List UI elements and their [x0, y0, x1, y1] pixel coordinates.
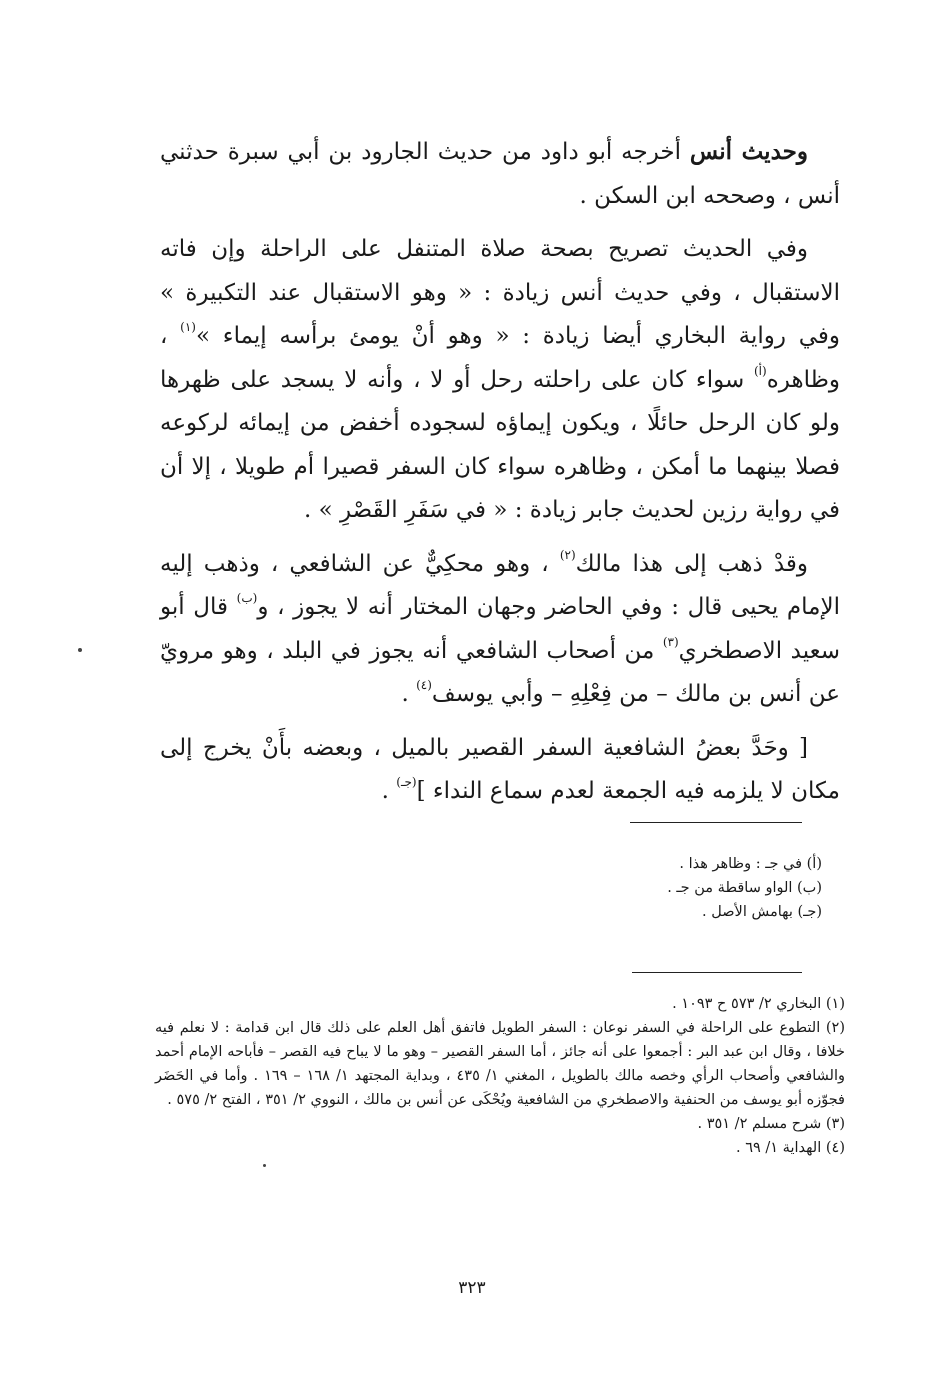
footnote-ref-3: (٣) [662, 634, 679, 649]
paragraph-3-text-2: ، وهو محكِيٌّ عن الشافعي ، وذهب إليه الإمام يحيى قال : وفي الحاضر وجهان المختار أنه لا يجوز ، و [160, 550, 840, 620]
paragraph-1 [160, 130, 840, 218]
paragraph-2-text-3: سواء كان على راحلته رحل أو لا ، وأنه لا يسجد على ظهرها ولو كان الرحل حائلًا ، ويكون إيماؤه لسجوده أخفض من إيمائه لركوعه فصلا بينهما ما أمكن ، وظاهره سواء كان السفر قصيرا أم طويلا ، إلا أن في رواية رزين لحديث جابر زيادة : « في سَفَرِ القَصْرِ » . [160, 366, 840, 523]
footnote-b: (ب) الواو ساقطة من جـ . [667, 880, 822, 896]
paragraph-1-text: أخرجه أبو داود من حديث الجارود بن أبي سبرة حدثني أنس ، وصححه ابن السكن . [160, 139, 840, 209]
main-text [160, 130, 840, 824]
scan-speck [78, 648, 82, 652]
paragraph-3-text-1: وقدْ ذهب إلى هذا مالك [575, 550, 808, 577]
footnote-1: (١) البخاري ٢/ ٥٧٣ ح ١٠٩٣ . [672, 996, 845, 1012]
paragraph-4 [160, 727, 840, 814]
letter-footnotes [560, 852, 822, 924]
page-number: ٣٢٣ [458, 1278, 486, 1298]
numbered-footnotes [155, 992, 845, 1160]
footnote-3: (٣) شرح مسلم ٢/ ٣٥١ . [697, 1116, 845, 1132]
footnote-ref-b: (ب) [236, 591, 258, 605]
footnote-a: (أ) في جـ : وظاهر هذا . [679, 856, 822, 872]
paragraph-3 [160, 543, 840, 717]
paragraph-1-lead: وحديث أنس [689, 138, 808, 165]
paragraph-2-text-1: وفي الحديث تصريح بصحة صلاة المتنفل على الراحلة وإن فاته الاستقبال ، وفي حديث أنس زيادة : « وهو الاستقبال عند التكبيرة » وفي رواية البخاري أيضا زيادة : « وهو أنْ يومئ برأسه إيماء » [160, 236, 840, 349]
paragraph-2 [160, 228, 840, 533]
footnote-ref-c: (جـ) [396, 775, 417, 789]
footnote-ref-2: (٢) [559, 547, 576, 562]
footnote-4: (٤) الهداية ١/ ٦٩ . [735, 1140, 845, 1156]
paragraph-3-text-4: من أصحاب الشافعي أنه يجوز في البلد ، وهو مرويّ عن أنس بن مالك – من فِعْلِهِ – وأبي يوسف [160, 637, 840, 707]
footnote-2: (٢) التطوع على الراحلة في السفر نوعان : السفر الطويل فاتفق أهل العلم على ذلك قال ابن قدامة : لا نعلم فيه خلافا ، وقال ابن عبد البر : أجمعوا على أنه جائز ، أما السفر القصير – وهو ما لا يباح فيه القصر – فأباحه الإمام أحمد والشافعي وأصحاب الرأي وخصه مالك بالطويل ، المغني ١/ ٤٣٥ ، وبداية المجتهد ١/ ١٦٨ – ١٦٩ . وأما في الحَضَر فجوّزه أبو يوسف من الحنفية والاصطخري من الشافعية ويُحْكَى عن أنس بن مالك ، النووي ٢/ ٣٥١ ، الفتح ٢/ ٥٧٥ . [155, 1020, 846, 1108]
paragraph-3-text-3: قال أبو سعيد الاصطخري [160, 594, 840, 664]
paragraph-2-text-2: ، وظاهره [160, 323, 840, 393]
footnote-divider-numbers [632, 972, 802, 973]
footnote-ref-1: (١) [180, 320, 196, 334]
scan-speck [263, 1164, 266, 1167]
footnote-c: (جـ) بهامش الأصل . [702, 904, 822, 920]
footnote-ref-4: (٤) [416, 678, 432, 692]
paragraph-3-text-5: . [401, 681, 417, 707]
paragraph-4-text-1: [ وحَدَّ بعضُ الشافعية السفر القصير بالميل ، وبعضه بأَنْ يخرج إلى مكان لا يلزمه فيه الجمعة لعدم سماع النداء ] [160, 734, 840, 804]
footnote-ref-a: (أ) [754, 363, 767, 378]
footnote-divider-letters [630, 822, 802, 823]
paragraph-4-text-2: . [381, 778, 397, 804]
